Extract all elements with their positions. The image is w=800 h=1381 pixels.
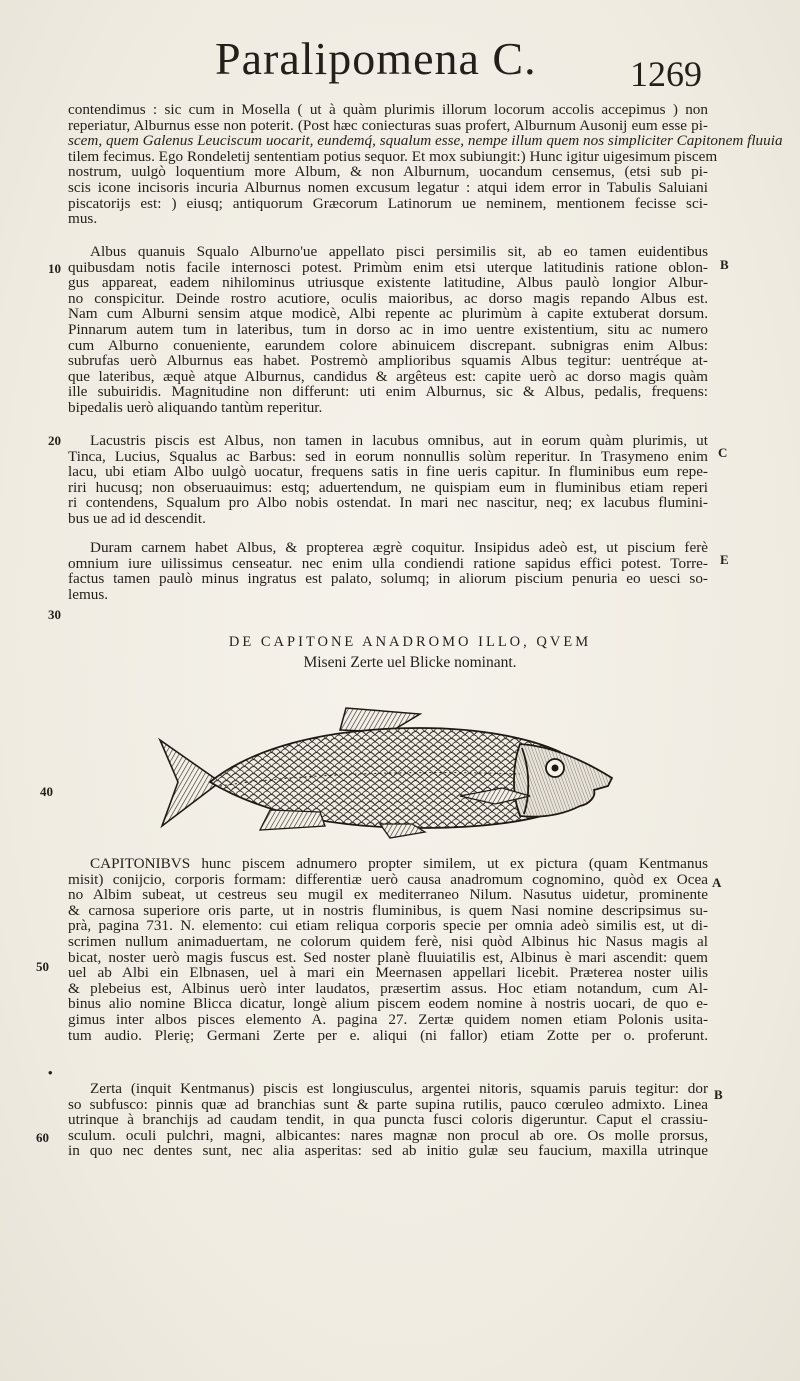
margin-line-number: 60 — [36, 1130, 49, 1145]
text-line: contendimus : sic cum in Mosella ( ut à quàm plurimis illorum locorum accolis accepimus ) non — [68, 101, 708, 118]
margin-line-number: 50 — [36, 959, 49, 974]
text-line: Albus quanuis Squalo Alburno'ue appellato pisci persimilis sit, ab eo tamen euidentibus — [90, 243, 708, 260]
text-line: scem, quem Galenus Leuciscum uocarit, eundemq́, squalum esse, nempe illum quem nos simpliciter Capitonem fluuia — [68, 132, 783, 150]
text-line: que lateribus, æquè atque Alburnus, candidus & argêteus est: capite uerò ac dorso magis quàm — [68, 367, 708, 385]
text-line: ille subuiridis. Magnitudine non differunt: uti enim Alburnus, sic & Albus, pedalis, frequens: — [68, 383, 708, 401]
text-line: bipedalis uerò aliquando tantùm reperitur. — [68, 398, 323, 416]
text-line: tilem fecimus. Ego Rondeletij sententiam potius sequor. Et mox subiungit:) Hunc igitur uigesimum piscem — [68, 147, 718, 165]
text-line: lemus. — [68, 585, 109, 603]
text-line: nostrum, uulgò loquentium more Album, & non Alburnum, uocandum censemus, (etsi sub pi- — [68, 163, 708, 181]
fish-body — [210, 728, 560, 828]
section-subheading: Miseni Zerte uel Blicke nominant. — [303, 654, 517, 671]
text-line: lacu, ubi etiam Albo uulgò uocatur, frequens satis in fine ueris capitur. In fluminibus eum repe- — [68, 463, 708, 481]
margin-line-number: 10 — [48, 261, 61, 276]
paragraph-6 — [68, 1081, 708, 1159]
text-line: factus tamen paulò minus ingratus est palato, solumq; in aliorum piscium penuria eo uesci so- — [68, 570, 708, 588]
text-line: uel ab Albi ein Elbnasen, uel à mari ein Meernasen appellari licebit. Præterea noster uilis — [68, 964, 708, 982]
margin-line-number: 30 — [48, 607, 61, 622]
margin-section-letter: B — [720, 257, 729, 272]
text-line: Tinca, Lucius, Squalus ac Barbus: sed in eorum nonnullis solùm reperitur. In Trasymeno enim — [68, 447, 708, 465]
text-line: & plebeius est, Albinus uerò inter laudatos, præsertim assus. Hoc etiam notandum, cum Al- — [68, 979, 708, 997]
text-line: bus ue ad id descendit. — [68, 509, 206, 527]
paragraph-2 — [68, 244, 708, 416]
text-line: scrimen nullum animaduertam, ne colorum quidem ferè, nisi quòd Albinus hic Nasus magis al — [68, 932, 708, 950]
text-line: Nam cum Alburni sensim atque modicè, Albi repente ac plurimùm à capite extuberat dorsum. — [68, 305, 708, 323]
text-line: Pinnarum autem tum in lateribus, tum in dorso ac in imo uentre existentium, situ ac numero — [68, 320, 708, 338]
paragraph-3 — [68, 433, 708, 527]
text-line: piscatorijs est: ) eiusq; antiquorum Græcorum Latinorum ue neminem, mentionem fecisse sci- — [68, 194, 708, 212]
paragraph-4 — [68, 540, 708, 602]
margin-section-letter: C — [718, 445, 728, 460]
anal-fin — [260, 810, 325, 830]
text-line: Duram carnem habet Albus, & propterea ægrè coquitur. Insipidus adeò est, ut piscium ferè — [90, 539, 708, 556]
text-line: no conspicitur. Deinde rostro acutiore, oculis maioribus, ac dorso magis repando Albus est. — [68, 289, 708, 307]
text-line: utrinque à branchijs ad caudam tendit, in qua puncta fusci coloris digeruntur. Caput el crassiu- — [68, 1111, 708, 1129]
text-line: & carnosa superiore oris parte, ut in nostris fluminibus, is quem Nasi nomine descripsimus su- — [68, 901, 708, 919]
text-line: tum audio. Plerię; Germani Zerte per e. aliqui (ni fallor) etiam Zotte per o. proferunt. — [68, 1026, 708, 1044]
text-line: cum Alburno conueniente, earundem colore abinuicem discrepant. subnigras enim Albus: — [68, 336, 708, 354]
text-line: omnium iure uilissimus censeatur. nec enim ulla condiendi ratione sapidus effici potest. Torre- — [68, 554, 708, 572]
margin-line-number: 40 — [40, 784, 53, 799]
text-line: prà, pagina 731. N. elemento: cui etiam reliqua corporis specie per omnia adeò similis est, ut di- — [68, 917, 708, 935]
text-line: Lacustris piscis est Albus, non tamen in lacubus omnibus, aut in eorum quàm plurimis, ut — [90, 432, 708, 449]
margin-section-letter: E — [720, 552, 729, 567]
text-line: so subfusco: pinnis quæ ad branchias sunt & parte supina rutilis, pauco cœruleo admixto. Linea — [68, 1095, 708, 1113]
text-line: quibusdam notis facile internosci potest. Primùm enim etsi uterque latitudinis ratione oblon- — [68, 258, 708, 276]
margin-line-number: 20 — [48, 433, 61, 448]
text-line: Zerta (inquit Kentmanus) piscis est longiusculus, argentei nitoris, squamis paruis tegitur: dor — [90, 1080, 708, 1097]
text-line: no Albim subeat, ut cestreus seu mugil ex mediterraneo Nilum. Nasutus uidetur, prominente — [68, 886, 708, 904]
text-line: reperiatur, Alburnus esse non poterit. (Post hæc coniecturas suas profert, Alburnum Ausonij eum esse pi- — [68, 116, 708, 134]
margin-dot: • — [48, 1065, 53, 1080]
page-number: 1269 — [630, 54, 702, 94]
text-line: scis icone incisoris incuria Alburnus nomen excusum legatur : atqui idem error in Tabulis Saluiani — [68, 178, 708, 196]
text-line: mus. — [68, 210, 98, 228]
text-line: gimus inter albos pisces elemento A. pagina 27. Zertæ quidem nomen etiam Polonis usita- — [68, 1010, 708, 1028]
text-line: sculum. oculi pulchri, magni, albicantes: nares magnæ non procul ab ore. Os molle prorsus, — [68, 1126, 708, 1144]
text-line: in quo nec dentes sunt, nec alia asperitas: sed ab initio gulæ seu faucium, maxilla utrinque — [68, 1142, 708, 1160]
text-line: riri hucusq; non obseruauimus: estq; aduertendum, ne quispiam eum in fluminibus etiam reperi — [68, 478, 708, 496]
text-line: CAPITONIBVS hunc piscem adnumero propter similem, ut ex pictura (quam Kentmanus — [90, 855, 708, 872]
text-line: gus appareat, eadem nihilominus utriusque existente latitudine, Albus paulò longior Albur- — [68, 274, 708, 292]
text-line: ri contendens, Squalum pro Albo nobis ostendat. In mari nec nascitur, neq; ex lacubus flumini- — [68, 494, 708, 512]
section-heading: DE CAPITONE ANADROMO ILLO, QVEM — [228, 634, 592, 650]
margin-section-letter: A — [712, 875, 722, 890]
text-line: subrufas uerò Alburnus eas habet. Postremò amplioribus squamis Albus tegitur: uentréque at- — [68, 352, 708, 370]
text-line: binus alio nomine Blicca dicatur, longè alium piscem eodem nomine à nostris uocari, de quo e- — [68, 995, 708, 1013]
paragraph-1 — [68, 101, 783, 228]
fish-woodcut-illustration — [150, 700, 620, 840]
text-line: bicat, noster uerò magis fuscus est. Sed noster planè fluuiatilis est, Albinus è mari ascendit: quem — [68, 948, 708, 966]
text-line: misit) conijcio, corporis formam: differentiæ uerò causa anadromum cognomino, quòd ex Ocea — [68, 870, 708, 888]
margin-section-letter: B — [714, 1087, 723, 1102]
paragraph-5 — [68, 856, 708, 1043]
running-head-title: Paralipomena C. — [215, 33, 537, 84]
